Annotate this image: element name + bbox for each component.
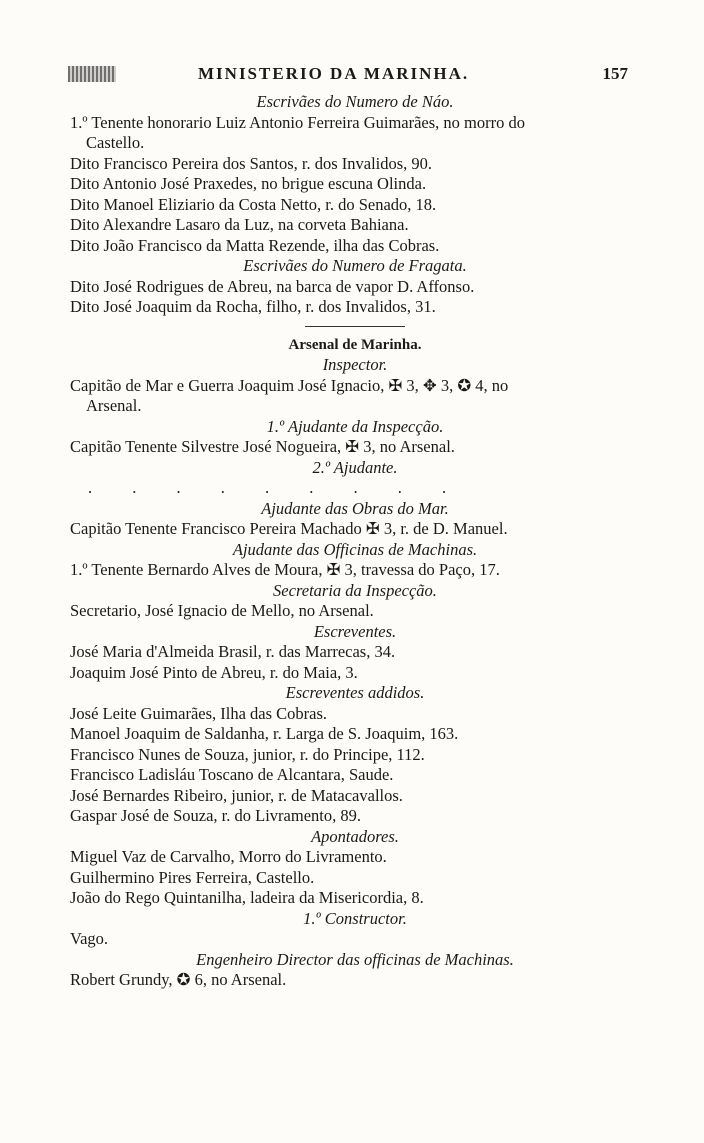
secretaria-heading: Secretaria da Inspecção. [273, 580, 437, 600]
constructor-line: Vago. [70, 929, 109, 948]
addidos-line: Francisco Ladisláu Toscano de Alcantara, Saude. [70, 765, 394, 784]
addidos-line: José Bernardes Ribeiro, junior, r. de Matacavallos. [70, 785, 403, 805]
addidos-heading: Escreventes addidos. [285, 683, 425, 702]
entry-line: Dito Francisco Pereira dos Santos, r. dos Invalidos, 90. [70, 153, 433, 173]
obras-heading: Ajudante das Obras do Mar. [261, 498, 449, 518]
inspector-line: Arsenal. [86, 396, 142, 415]
entry-line: Castello. [86, 133, 145, 152]
apontadores-heading: Apontadores. [311, 826, 399, 846]
engenheiro-heading: Engenheiro Director das officinas de Machinas. [196, 949, 514, 969]
page-number: 157 [602, 64, 628, 83]
entry-line: Dito João Francisco da Matta Rezende, ilha das Cobras. [70, 235, 440, 255]
secretaria-line: Secretario, José Ignacio de Mello, no Arsenal. [70, 601, 374, 620]
entry-line: Dito José Rodrigues de Abreu, na barca de vapor D. Affonso. [70, 276, 475, 296]
section-divider [305, 326, 405, 327]
obras-line: Capitão Tenente Francisco Pereira Machado ✠ 3, r. de D. Manuel. [70, 519, 508, 538]
addidos-line: Francisco Nunes de Souza, junior, r. do Principe, 112. [70, 744, 425, 764]
ajudante-2-dots: . . . . . . . . . [88, 478, 465, 497]
page-content [70, 92, 640, 991]
inspector-heading: Inspector. [322, 355, 388, 374]
entry-line: Dito José Joaquim da Rocha, filho, r. dos Invalidos, 31. [70, 297, 436, 316]
arsenal-title: Arsenal de Marinha. [288, 336, 422, 353]
ajudante-2-heading: 2.º Ajudante. [312, 457, 398, 477]
officinas-line: 1.º Tenente Bernardo Alves de Moura, ✠ 3, travessa do Paço, 17. [70, 560, 500, 579]
apontadores-line: Guilhermino Pires Ferreira, Castello. [70, 867, 315, 887]
addidos-line: Gaspar José de Souza, r. do Livramento, 89. [70, 806, 361, 825]
addidos-line: José Leite Guimarães, Ilha das Cobras. [70, 703, 328, 723]
entry-line: 1.º Tenente honorario Luiz Antonio Ferreira Guimarães, no morro do [70, 112, 525, 132]
ajudante-1-line: Capitão Tenente Silvestre José Nogueira, ✠ 3, no Arsenal. [70, 437, 455, 456]
escreventes-heading: Escreventes. [313, 621, 397, 641]
apontadores-line: Miguel Vaz de Carvalho, Morro do Livramento. [70, 847, 387, 866]
page-header [68, 62, 628, 90]
escreventes-line: José Maria d'Almeida Brasil, r. das Marrecas, 34. [70, 642, 396, 661]
addidos-line: Manoel Joaquim de Saldanha, r. Larga de S. Joaquim, 163. [70, 724, 459, 743]
officinas-heading: Ajudante das Officinas de Machinas. [232, 539, 478, 559]
entry-line: Dito Alexandre Lasaro da Luz, na corveta Bahiana. [70, 215, 409, 234]
header-ornament [68, 66, 116, 82]
escreventes-line: Joaquim José Pinto de Abreu, r. do Maia, 3. [70, 662, 358, 682]
section-heading-fragata: Escrivães do Numero de Fragata. [243, 256, 467, 275]
ajudante-1-heading: 1.º Ajudante da Inspecção. [266, 416, 444, 436]
entry-line: Dito Antonio José Praxedes, no brigue escuna Olinda. [70, 174, 427, 193]
entry-line: Dito Manoel Eliziario da Costa Netto, r. do Senado, 18. [70, 194, 437, 214]
apontadores-line: João do Rego Quintanilha, ladeira da Misericordia, 8. [70, 888, 424, 907]
inspector-line: Capitão de Mar e Guerra Joaquim José Ignacio, ✠ 3, ✥ 3, ✪ 4, no [70, 375, 509, 395]
constructor-heading: 1.º Constructor. [303, 908, 407, 928]
running-title: MINISTERIO DA MARINHA. [198, 64, 470, 83]
engenheiro-line: Robert Grundy, ✪ 6, no Arsenal. [70, 970, 287, 989]
section-heading-nao: Escrivães do Numero de Náo. [256, 92, 454, 111]
